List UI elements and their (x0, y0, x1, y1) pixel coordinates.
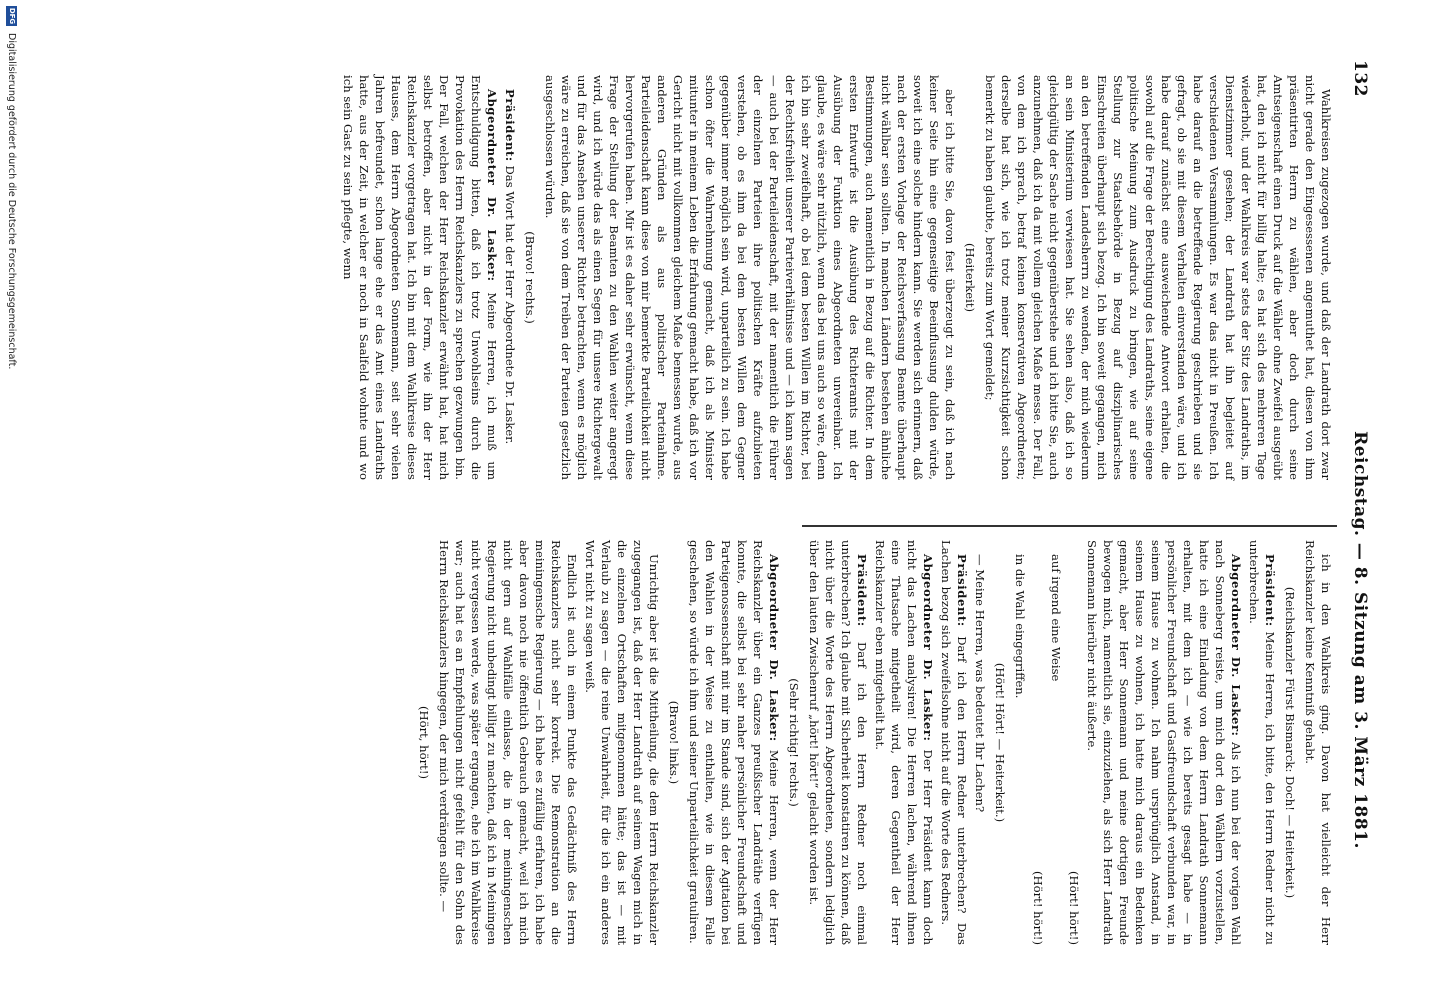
stage-direction: (Sehr richtig! rechts.) (787, 678, 801, 807)
page-header (1336, 60, 1370, 960)
speech-text: Meine Herren, ich muß um Entschuldigung bitten, daß ich trotz Unwohlseins durch die Provokation des Herrn Reichskanzlers zu sprechen gezwungen bin. Der Fall, welchen der Herr Reichskanzler erwähnt hat, hat mich selbst betroffen, aber nicht in der Form, wie ihn der Herr Reichskanzler vorgetragen hat. Ich bin mit dem Wahlkreise dieses Hauses, dem Herrn Abgeordneten Sonnemann, seit sehr vielen Jahren befreundet, schon lange ehe er das Amt eines Landraths hatte, aus der Zeit, in welcher er noch in Saalfeld wohnte und wo ich sein Gast zu sein pflegte, wenn (341, 75, 499, 481)
body-paragraph: auf irgend eine Weise (1049, 554, 1063, 682)
speech-paragraph (1246, 540, 1278, 945)
body-paragraph: in die Wahl eingegriffen. (1013, 554, 1027, 699)
stage-direction: (Hört, hört!) (417, 705, 431, 780)
speaker-name: Abgeordneter Dr. Lasker: (767, 554, 781, 742)
speech-paragraph (872, 540, 936, 945)
speech-paragraph (806, 540, 870, 945)
left-text-column (341, 75, 1334, 481)
body-paragraph: ich in den Wahlkreis ging. Davon hat vielleicht der Herr Reichskanzler keine Kenntniß gehabt. (1303, 540, 1333, 945)
speaker-name: Präsident: (855, 554, 869, 627)
speech-paragraph (686, 540, 782, 945)
speaker-name: Abgeordneter Dr. Lasker: (485, 89, 499, 282)
running-title: Reichstag. — 8. Sitzung am 3. März 1881. (1350, 431, 1370, 849)
right-text-column (417, 540, 1334, 945)
speaker-name: Präsident: (503, 89, 517, 162)
body-paragraph: Endlich ist auch in einem Punkte das Gedächtniß des Herrn Reichskanzlers nicht sehr korrekt. Die Remonstration an die meiningensche Regierung — ich habe es zufällig erfahren, ich habe aber davon noch nie öffentlich Gebrauch gemacht, weil ich mich nicht gern auf Wahlfälle einlasse, die in der meiningenschen Regierung nicht unbedingt billigt zu machten, daß ich in Meiningen nicht vergessen werde, was später ergangen, ehe ich im Wahlkreise war; auch hat es an Empfehlungen nicht gefehlt für den Sohn des Herrn Reichskanzlers hingegen, der mich verdrängen sollte. — (437, 540, 579, 945)
speech-text: Als ich nun bei der vorigen Wahl nach Sonneberg reiste, um mich dort den Wählern vorzustellen, hatte ich eine Einladung von dem Herrn Landrath Sonnemann erhalten, mit dem ich — wie ich bereits gesagt habe — in persönlicher Freundschaft und Gastfreundschaft verbunden war, in seinem Hause zu wohnen. Ich nahm ursprünglich Anstand, in seinem Hause zu wohnen, ich hatte mich daraus ein Bedenken gemacht, aber Herr Sonnemann und meine dortigen Freunde bewogen mich, namentlich sie, einzuziehen, als sich Herr Landrath Sonnemann hierüber nicht äußerte. (1085, 540, 1243, 945)
speech-text: Der Herr Präsident kann doch nicht das Lachen analysiren! Die Herren lachen, während ihnen eine Thatsache mitgetheilt wird, deren Gegentheil der Herr Reichskanzler eben mitgetheilt hat. (873, 540, 935, 945)
speech-paragraph (1084, 540, 1244, 945)
speaker-name: Präsident: (955, 554, 969, 627)
stage-direction: (Reichskanzler Fürst Bismarck: Doch! — Heiterkeit.) (1283, 586, 1297, 899)
speech-text: Darf ich den Herrn Redner noch einmal unterbrechen? Ich glaube mit Sicherheit konstatiren zu können, daß nicht über die Worte des Herrn Abgeordneten, sondern lediglich über den lauten Zwischenruf „hört! hört!“ gelacht worden ist. (807, 540, 869, 945)
interjection: (Hört! hört!) (1067, 871, 1081, 945)
digitization-footer (2, 0, 20, 1000)
body-paragraph: Unrichtig aber ist die Mittheilung, die dem Herrn Reichskanzler zugegangen ist, daß der Herr Landrath auf seinem Wagen mich in die einzelnen Ortschaften mitgenommen hätte; das ist — mit Verlaub zu sagen — die reine Unwahrheit, für die ich ein anderes Wort nicht zu sagen weiß. (583, 540, 661, 945)
body-paragraph: Wahlkreisen zugezogen wurde, und daß der Landrath dort zwar nicht gerade den Eingesessenen angemuthet hat, diesen von ihm präsentirten Herrn zu wählen, aber doch durch seine Amtseigenschaft einen Druck auf die Wähler ohne Zweifel ausgeübt hat, den ich nicht für billig halte; es hat sich des mehreren Tage wiederholt, und der Wahlkreis war stets der Sitz des Landraths, im Dienstzimmer gesehen; der Landrath hat ihn begleitet auf verschiedenen Versammlungen. Es war das nicht in Preußen. Ich habe darauf an die betreffende Regierung geschrieben und sie gefragt, ob sie mit diesem Verhalten einverstanden wäre, und ich habe darauf zunächst eine ausweichende Antwort erhalten, die sowohl auf die Frage der Berechtigung des Landraths, seine eigene politische Meinung zum Ausdruck zu bringen, wie auf seine Stellung zur Staatsbehörde in Bezug auf disziplinarisches Einschreiten überhaupt sich bezog. Ich bin soweit gegangen, mich an den betreffenden Landesherrn zu wenden, der mich wiederum an sein Ministerium verwiesen hat. Sie sehen also, daß ich so gleichgültig der Sache nicht gegenüberstehe und ich bitte Sie, auch anzunehmen, daß ich da mit vollem gleichen Maße messe. Der Fall, von dem ich sprach, betraf keinen konservativen Abgeordneten; derselbe hat sich, wie ich trotz meiner Kurzsichtigkeit schon bemerkt zu haben glaubte, bereits zum Wort gemeldet; (983, 75, 1333, 480)
speech-paragraph (340, 75, 500, 480)
page-number: 132 (1350, 60, 1370, 97)
speech-paragraph (938, 540, 970, 945)
speech-text: Meine Herren, ich bitte, den Herrn Redner nicht zu unterbrechen. (1247, 540, 1277, 945)
dfg-logo-icon: DFG (8, 7, 16, 25)
speaker-name: Präsident: (1263, 554, 1277, 627)
stage-direction: (Heiterkeit) (963, 242, 977, 313)
body-paragraph: — Meine Herren, was bedeutet Ihr Lachen? (973, 554, 987, 813)
stage-direction: (Bravo! rechts.) (523, 231, 537, 324)
speech-text: Das Wort hat der Herr Abgeordnete Dr. Lasker. (503, 165, 517, 445)
speech-text: Meine Herren, wenn der Herr Reichskanzler über ein Ganzes preußischer Landräthe verfügen konnte, die selbst bei sehr naher persönlicher Freundschaft und Parteigenossenschaft mit mir im Stande sind, sich der Agitation bei den Wahlen in der Weise zu enthalten, wie in diesem Falle geschehen, so würde ich ihm und seiner Unparteilichkeit gratuliren. (687, 540, 781, 945)
speaker-name: Abgeordneter Dr. Lasker: (1229, 554, 1243, 737)
stage-direction: (Hört! Hört! — Heiterkeit.) (993, 662, 1007, 823)
footer-text: Digitalisierung gefördert durch die Deutsche Forschungsgemeinschaft. (6, 33, 17, 370)
column-divider (802, 525, 1337, 527)
speaker-name: Abgeordneter Dr. Lasker: (921, 554, 935, 742)
speech-paragraph (502, 75, 518, 480)
interjection: (Hört! hört!) (1031, 871, 1045, 945)
body-paragraph: aber ich bitte Sie, davon fest überzeugt zu sein, daß ich nach keiner Seite hin eine gegenseitige Beeinflussung dulden würde, soweit ich eine solche hindern kann. Sie werden sich erinnern, daß nach der ersten Vorlage der Reichsverfassung Beamte überhaupt nicht wählbar sein sollten. In manchen Ländern bestehen ähnliche Bestimmungen, auch namentlich in Bezug auf die Richter. In dem ersten Entwurfe ist die Ausübung des Richteramts mit der Ausübung der Funktion eines Abgeordneten unvereinbar. Ich glaube, es wäre sehr nützlich, wenn das bei uns auch so wäre, denn ich bin sehr zweifelhaft, ob bei dem besten Willen im Richter, bei der Rechtsfreiheit unserer Parteiverhältnisse und — ich kann sagen — auch bei der Parteileidenschaft, mit der namentlich die Führer der einzelnen Parteien ihre politischen Kräfte aufzubieten verstehen, ob es ihm da bei dem besten Willen dem Gegner gegenüber immer möglich sein wird, unparteilich zu sein. Ich habe schon öfter die Wahrnehmung gemacht, daß ich als Minister mitunter in meinem Leben die Erfahrung gemacht habe, daß ich vor Gericht nicht mit vollkommen gleichem Maße bemessen wurde, aus anderen Gründen als aus politischer Parteinahme. Parteileidenschaft kann diese von mir bemerkte Parteilichkeit nicht hervorgerufen haben. Mir ist es daher sehr erwünscht, wenn diese Frage der Stellung der Beamten zu den Wahlen weiter angeregt wird, und ich würde das als einen Segen für unsere Richtergewalt und für das Ansehen unserer Richter betrachten, wenn es möglich wäre zu erreichen, daß sie von dem Treiben der Parteien gesetzlich ausgeschlossen würden. (543, 75, 957, 480)
speech-text: Darf ich den Herrn Redner unterbrechen? Das Lachen bezog sich zweifelsohne nicht auf die Worte des Redners. (939, 540, 969, 945)
stage-direction: (Bravo! links.) (667, 700, 681, 785)
